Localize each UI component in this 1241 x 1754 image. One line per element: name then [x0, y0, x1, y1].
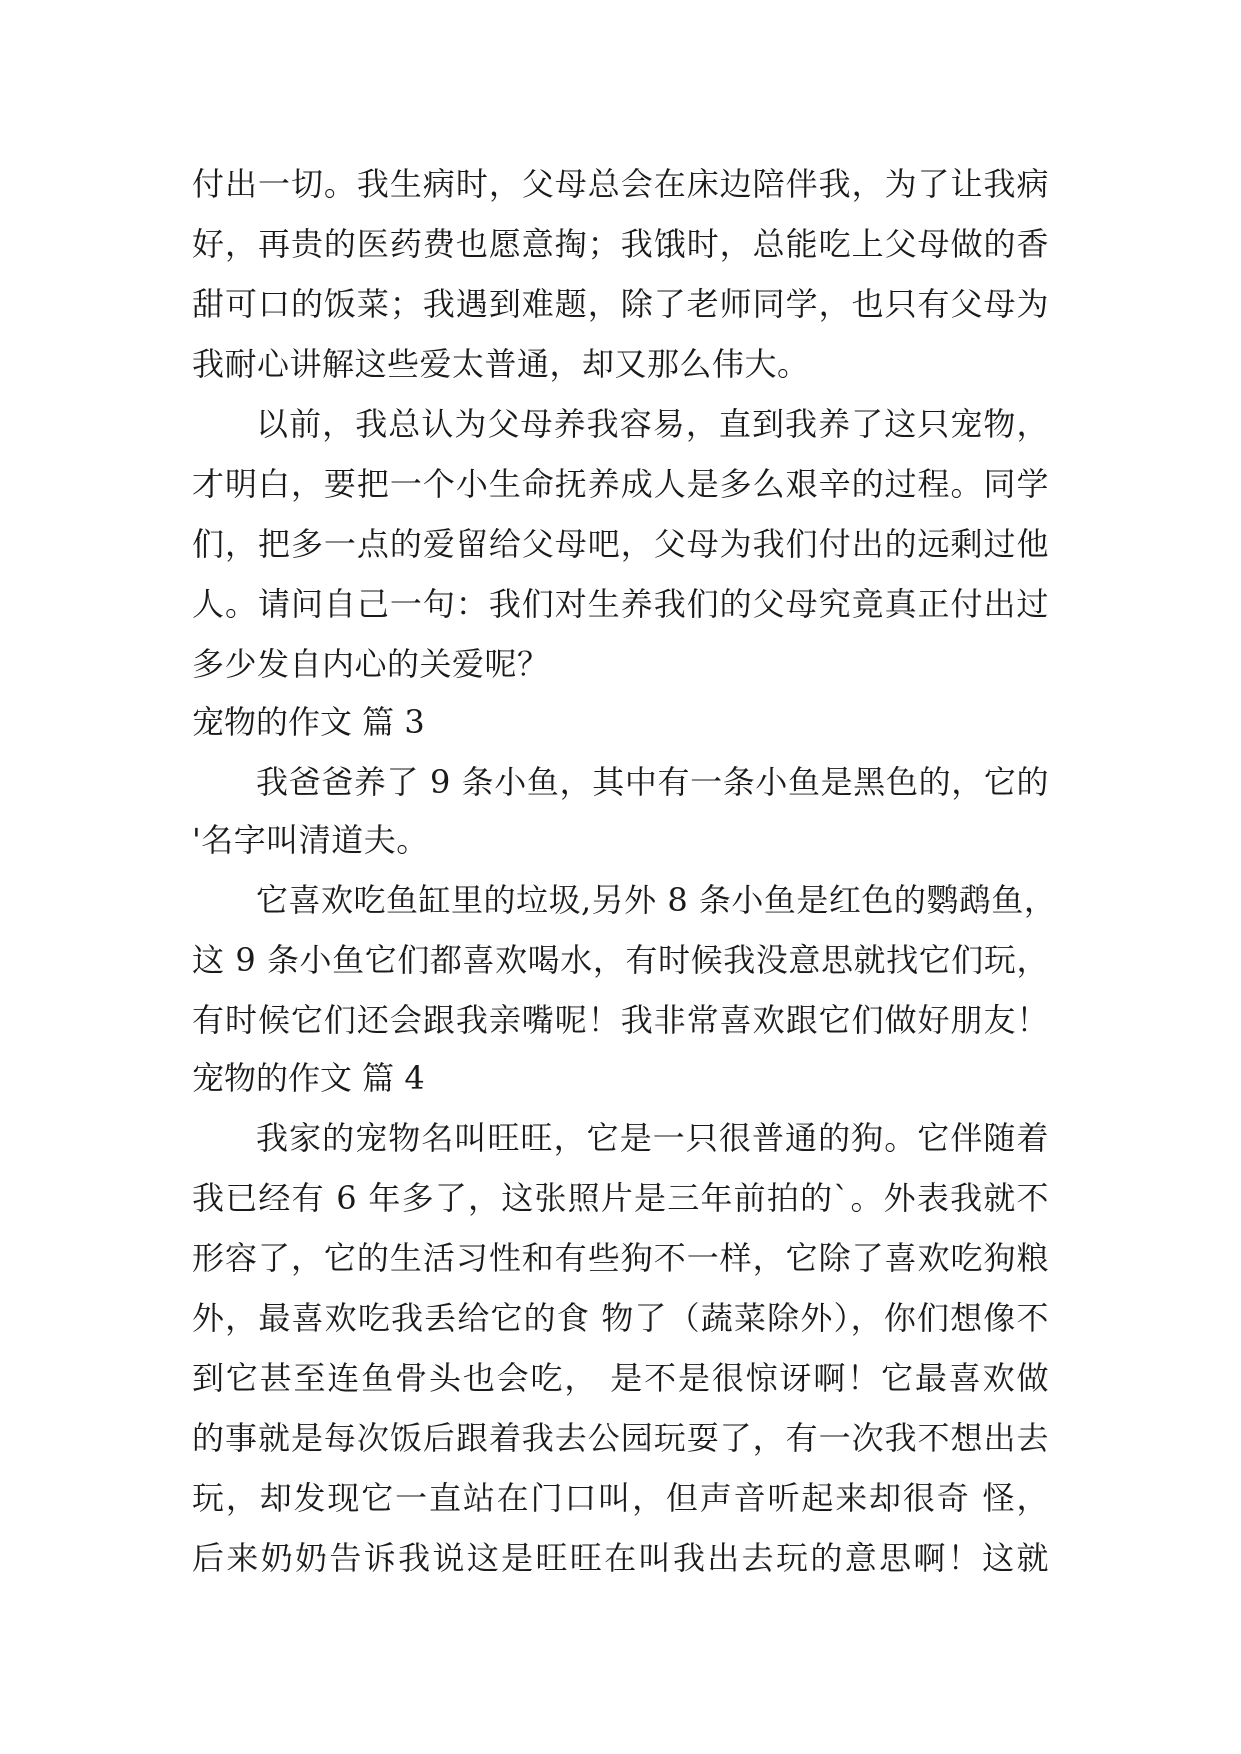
text-line: 们，把多一点的爱留给父母吧，父母为我们付出的远剩过他	[192, 525, 1049, 563]
text-line: 甜可口的饭菜；我遇到难题，除了老师同学，也只有父母为	[192, 285, 1049, 323]
paragraph-first-line: 我爸爸养了 9 条小鱼，其中有一条小鱼是黑色的，它的	[256, 763, 1049, 801]
text-line: 到它甚至连鱼骨头也会吃， 是不是很惊讶啊！它最喜欢做	[192, 1359, 1049, 1397]
text-line: 有时候它们还会跟我亲嘴呢！我非常喜欢跟它们做好朋友！	[192, 1001, 1049, 1039]
text-line: 付出一切。我生病时，父母总会在床边陪伴我，为了让我病	[192, 165, 1049, 203]
paragraph-first-line: 以前，我总认为父母养我容易，直到我养了这只宠物，	[256, 405, 1049, 443]
text-line: 我已经有 6 年多了，这张照片是三年前拍的`。外表我就不	[192, 1179, 1049, 1217]
text-line: 才明白，要把一个小生命抚养成人是多么艰辛的过程。同学	[192, 465, 1049, 503]
section-heading: 宠物的作文 篇 4	[192, 1059, 425, 1097]
text-line: 多少发自内心的关爱呢？	[192, 645, 550, 683]
text-line: 人。请问自己一句：我们对生养我们的父母究竟真正付出过	[192, 585, 1049, 623]
paragraph-first-line: 它喜欢吃鱼缸里的垃圾,另外 8 条小鱼是红色的鹦鹉鱼，	[256, 881, 1057, 919]
text-line: 形容了，它的生活习性和有些狗不一样，它除了喜欢吃狗粮	[192, 1239, 1049, 1277]
paragraph-first-line: 我家的宠物名叫旺旺，它是一只很普通的狗。它伴随着	[256, 1119, 1049, 1157]
text-line: 好，再贵的医药费也愿意掏；我饿时，总能吃上父母做的香	[192, 225, 1049, 263]
text-line: 玩，却发现它一直站在门口叫，但声音听起来却很奇 怪，	[192, 1479, 1049, 1517]
text-line: 的事就是每次饭后跟着我去公园玩耍了，有一次我不想出去	[192, 1419, 1049, 1457]
text-line: 后来奶奶告诉我说这是旺旺在叫我出去玩的意思啊！这就	[192, 1539, 1049, 1577]
text-line: 外，最喜欢吃我丢给它的食 物了（蔬菜除外），你们想像不	[192, 1299, 1049, 1337]
text-line: 我耐心讲解这些爱太普通，却又那么伟大。	[192, 345, 810, 383]
section-heading: 宠物的作文 篇 3	[192, 703, 425, 741]
text-line: 这 9 条小鱼它们都喜欢喝水，有时候我没意思就找它们玩，	[192, 941, 1049, 979]
text-line: '名字叫清道夫。	[192, 821, 429, 859]
